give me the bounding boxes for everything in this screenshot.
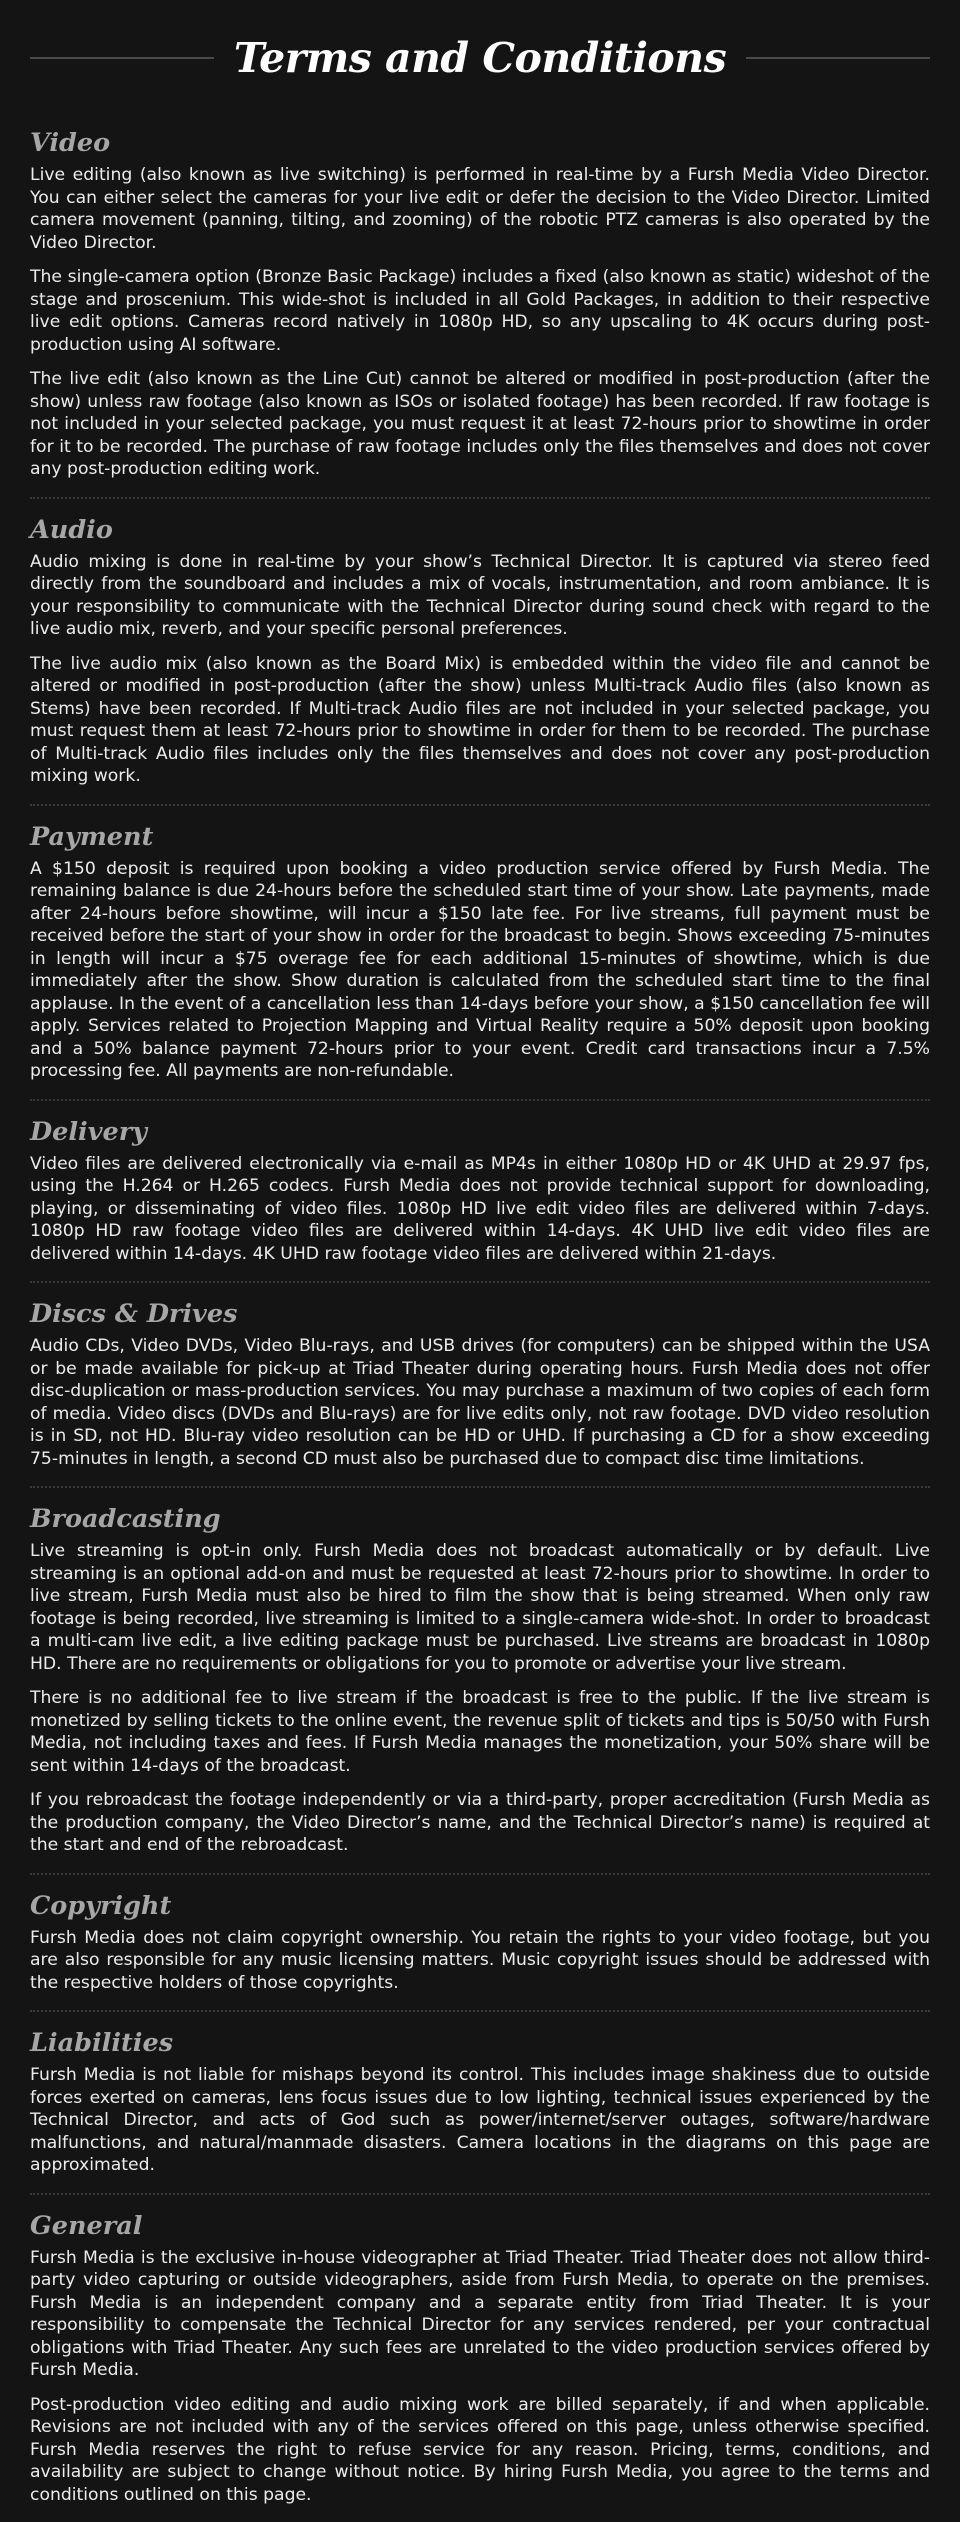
section-audio bbox=[30, 497, 930, 804]
section-heading: Copyright bbox=[30, 1889, 930, 1923]
section-paragraph: There is no additional fee to live stream if the broadcast is free to the public. If the live stream is monetized by selling tickets to the online event, the revenue split of tickets and tips is 50/50 with Fursh Media, not including taxes and fees. If Fursh Media manages the monetization, your 50% share will be sent within 14-days of the broadcast. bbox=[30, 1687, 930, 1777]
section-heading: Audio bbox=[30, 513, 930, 547]
section-delivery bbox=[30, 1099, 930, 1282]
title-divider-left bbox=[30, 57, 214, 59]
section-payment bbox=[30, 804, 930, 1099]
section-paragraph: Post-production video editing and audio mixing work are billed separately, if and when applicable. Revisions are not included with any of the services offered on this page, unless otherwise specified. Fursh Media reserves the right to refuse service for any reason. Pricing, terms, conditions, and availability are subject to change without notice. By hiring Fursh Media, you agree to the terms and conditions outlined on this page. bbox=[30, 2394, 930, 2507]
title-row bbox=[30, 0, 930, 112]
section-paragraph: Fursh Media is the exclusive in-house videographer at Triad Theater. Triad Theater does not allow third-party video capturing or outside videographers, aside from Fursh Media, to operate on the premises. Fursh Media is an independent company and a separate entity from Triad Theater. It is your responsibility to compensate the Technical Director for any services rendered, per your contractual obligations with Triad Theater. Any such fees are unrelated to the video production services offered by Fursh Media. bbox=[30, 2247, 930, 2382]
page-title: Terms and Conditions bbox=[234, 34, 726, 82]
section-liabilities bbox=[30, 2010, 930, 2193]
section-paragraph: Live streaming is opt-in only. Fursh Media does not broadcast automatically or by default. Live streaming is an optional add-on and must be requested at least 72-hours prior to showtime. In order to live stream, Fursh Media must also be hired to film the show that is being streamed. When only raw footage is being recorded, live streaming is limited to a single-camera wide-shot. In order to broadcast a multi-cam live edit, a live editing package must be purchased. Live streams are broadcast in 1080p HD. There are no requirements or obligations for you to promote or advertise your live stream. bbox=[30, 1540, 930, 1675]
section-heading: Delivery bbox=[30, 1115, 930, 1149]
section-broadcasting bbox=[30, 1486, 930, 1873]
section-video bbox=[30, 112, 930, 497]
section-paragraph: If you rebroadcast the footage independently or via a third-party, proper accreditation (Fursh Media as the production company, the Video Director’s name, and the Technical Director’s name) is required at the start and end of the rebroadcast. bbox=[30, 1789, 930, 1857]
title-divider-right bbox=[746, 57, 930, 59]
section-heading: Video bbox=[30, 126, 930, 160]
terms-sections bbox=[30, 112, 930, 2522]
section-heading: Discs & Drives bbox=[30, 1297, 930, 1331]
section-paragraph: A $150 deposit is required upon booking a video production service offered by Fursh Media. The remaining balance is due 24-hours before the scheduled start time of your show. Late payments, made after 24-hours before showtime, will incur a $150 late fee. For live streams, full payment must be received before the start of your show in order for the broadcast to begin. Shows exceeding 75-minutes in length will incur a $75 overage fee for each additional 15-minutes of showtime, which is due immediately after the show. Show duration is calculated from the scheduled start time to the final applause. In the event of a cancellation less than 14-days before your show, a $150 cancellation fee will apply. Services related to Projection Mapping and Virtual Reality require a 50% deposit upon booking and a 50% balance payment 72-hours prior to your event. Credit card transactions incur a 7.5% processing fee. All payments are non-refundable. bbox=[30, 858, 930, 1083]
section-paragraph: Video files are delivered electronically via e-mail as MP4s in either 1080p HD or 4K UHD at 29.97 fps, using the H.264 or H.265 codecs. Fursh Media does not provide technical support for downloading, playing, or disseminating of video files. 1080p HD live edit video files are delivered within 7-days. 1080p HD raw footage video files are delivered within 14-days. 4K UHD live edit video files are delivered within 14-days. 4K UHD raw footage video files are delivered within 21-days. bbox=[30, 1153, 930, 1266]
section-heading: Broadcasting bbox=[30, 1502, 930, 1536]
section-heading: General bbox=[30, 2209, 930, 2243]
section-paragraph: The live edit (also known as the Line Cut) cannot be altered or modified in post-production (after the show) unless raw footage (also known as ISOs or isolated footage) has been recorded. If raw footage is not included in your selected package, you must request it at least 72-hours prior to showtime in order for it to be recorded. The purchase of raw footage includes only the files themselves and does not cover any post-production editing work. bbox=[30, 368, 930, 481]
section-copyright bbox=[30, 1873, 930, 2011]
section-paragraph: The single-camera option (Bronze Basic Package) includes a fixed (also known as static) wideshot of the stage and proscenium. This wide-shot is included in all Gold Packages, in addition to their respective live edit options. Cameras record natively in 1080p HD, so any upscaling to 4K occurs during post-production using AI software. bbox=[30, 266, 930, 356]
section-discs-drives bbox=[30, 1281, 930, 1486]
section-paragraph: Fursh Media is not liable for mishaps beyond its control. This includes image shakiness due to outside forces exerted on cameras, lens focus issues due to low lighting, technical issues experienced by the Technical Director, and acts of God such as power/internet/server outages, software/hardware malfunctions, and natural/manmade disasters. Camera locations in the diagrams on this page are approximated. bbox=[30, 2064, 930, 2177]
section-heading: Liabilities bbox=[30, 2026, 930, 2060]
section-general bbox=[30, 2193, 930, 2522]
section-paragraph: Live editing (also known as live switching) is performed in real-time by a Fursh Media Video Director. You can either select the cameras for your live edit or defer the decision to the Video Director. Limited camera movement (panning, tilting, and zooming) of the robotic PTZ cameras is also operated by the Video Director. bbox=[30, 164, 930, 254]
section-paragraph: The live audio mix (also known as the Board Mix) is embedded within the video file and cannot be altered or modified in post-production (after the show) unless Multi-track Audio files (also known as Stems) have been recorded. If Multi-track Audio files are not included in your selected package, you must request them at least 72-hours prior to showtime in order for them to be recorded. The purchase of Multi-track Audio files includes only the files themselves and does not cover any post-production mixing work. bbox=[30, 653, 930, 788]
section-paragraph: Fursh Media does not claim copyright ownership. You retain the rights to your video footage, but you are also responsible for any music licensing matters. Music copyright issues should be addressed with the respective holders of those copyrights. bbox=[30, 1927, 930, 1995]
section-paragraph: Audio CDs, Video DVDs, Video Blu-rays, and USB drives (for computers) can be shipped within the USA or be made available for pick-up at Triad Theater during operating hours. Fursh Media does not offer disc-duplication or mass-production services. You may purchase a maximum of two copies of each form of media. Video discs (DVDs and Blu-rays) are for live edits only, not raw footage. DVD video resolution is in SD, not HD. Blu-ray video resolution can be HD or UHD. If purchasing a CD for a show exceeding 75-minutes in length, a second CD must also be purchased due to compact disc time limitations. bbox=[30, 1335, 930, 1470]
section-paragraph: Audio mixing is done in real-time by your show’s Technical Director. It is captured via stereo feed directly from the soundboard and includes a mix of vocals, instrumentation, and room ambiance. It is your responsibility to communicate with the Technical Director during sound check with regard to the live audio mix, reverb, and your specific personal preferences. bbox=[30, 551, 930, 641]
section-heading: Payment bbox=[30, 820, 930, 854]
